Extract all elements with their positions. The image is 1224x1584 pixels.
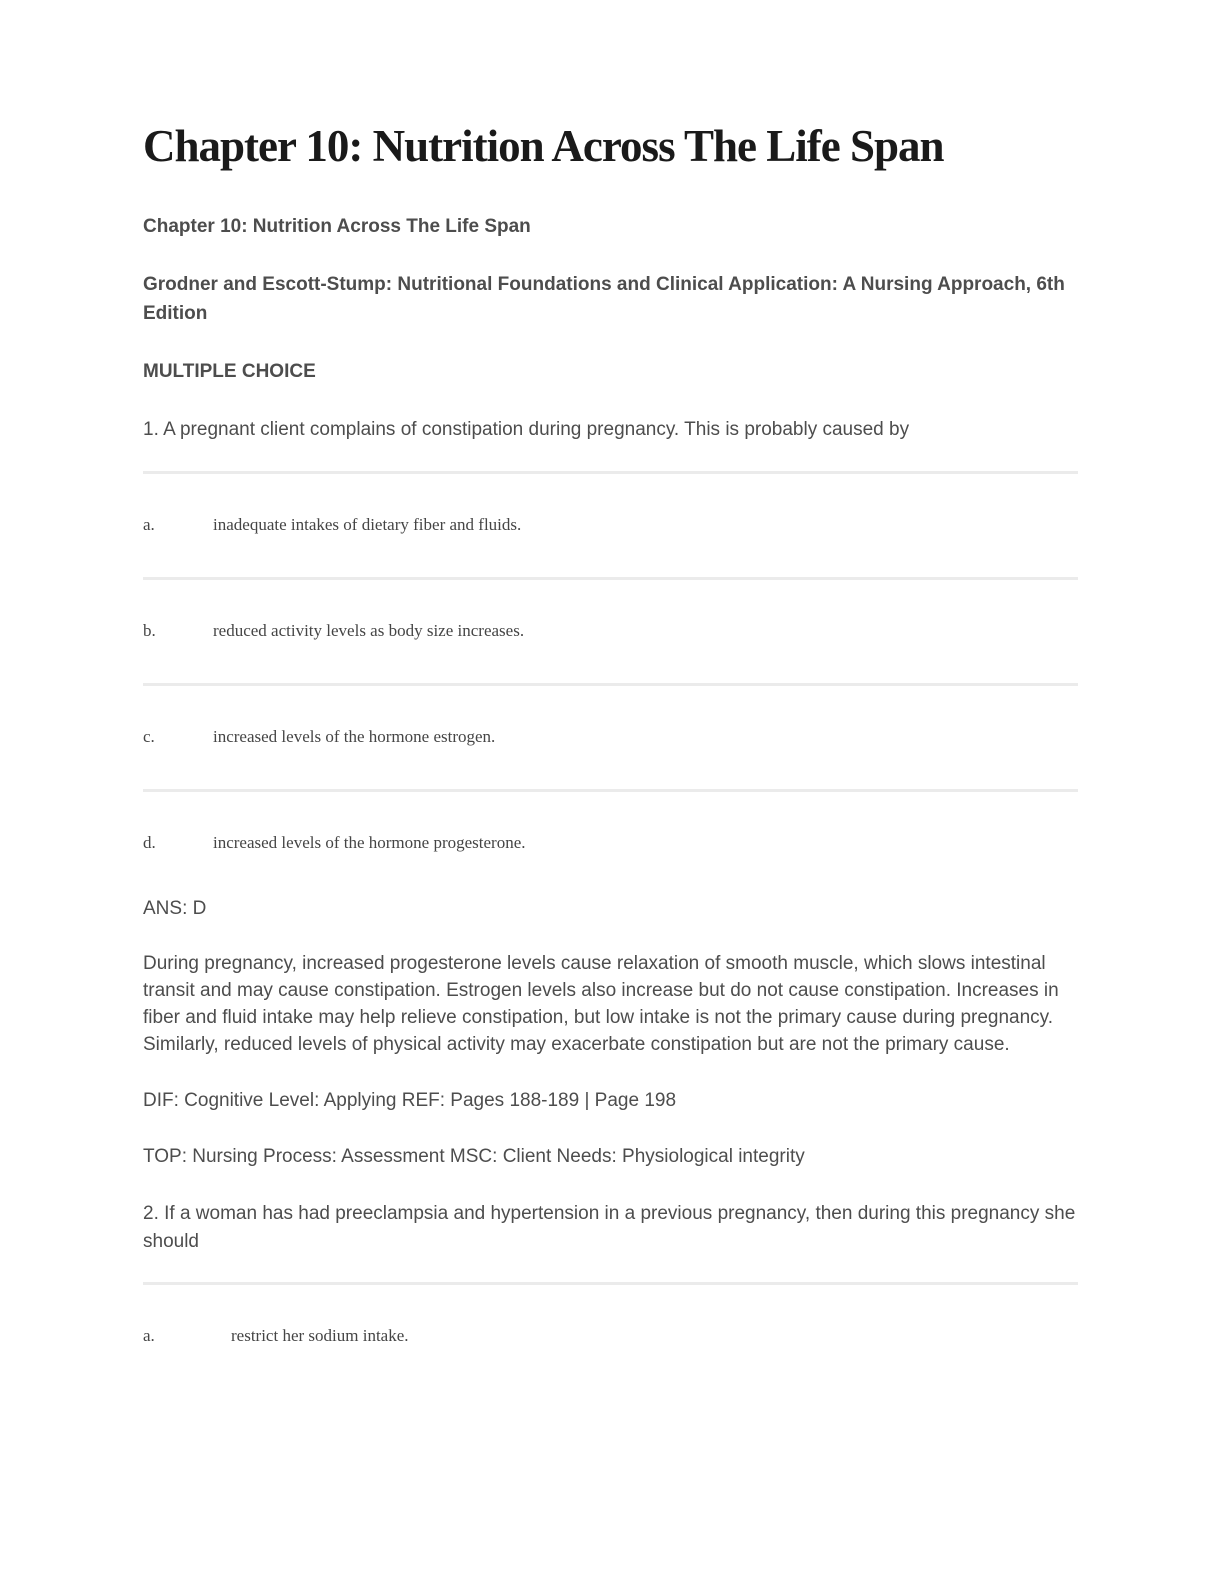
option-row [143, 686, 1078, 747]
option-letter: a. [143, 514, 155, 534]
top-line: TOP: Nursing Process: Assessment MSC: Client Needs: Physiological integrity [143, 1145, 805, 1167]
option-row [143, 580, 1078, 641]
question-text: 1. A pregnant client complains of constipation during pregnancy. This is probably caused by [143, 419, 910, 440]
dif-line: DIF: Cognitive Level: Applying REF: Pages 188-189 | Page 198 [143, 1090, 677, 1112]
option-letter: b. [143, 620, 156, 640]
answer-line: ANS: D [143, 897, 207, 919]
option-text: restrict her sodium intake. [231, 1326, 409, 1346]
document-title: Chapter 10: Nutrition Across The Life Span [143, 121, 944, 171]
option-row [143, 474, 1078, 535]
option-text: inadequate intakes of dietary fiber and fluids. [213, 514, 522, 534]
book-heading: Grodner and Escott-Stump: Nutritional Foundations and Clinical Application: A Nursing Approach, 6th Edition [143, 273, 1065, 325]
question-text: 2. If a woman has had preeclampsia and hypertension in a previous pregnancy, then during this pregnancy she should [143, 1203, 1076, 1252]
option-letter: a. [143, 1326, 155, 1346]
option-letter: c. [143, 727, 155, 747]
option-text: increased levels of the hormone progesterone. [213, 833, 526, 853]
section-heading: MULTIPLE CHOICE [143, 360, 316, 382]
option-text: increased levels of the hormone estrogen. [213, 727, 496, 747]
rationale-text: During pregnancy, increased progesterone levels cause relaxation of smooth muscle, which slows intestinal transit and may cause constipation. Estrogen levels also increase but do not cause constipation. Increases in fiber and fluid intake may help relieve constipation, but low intake is not the primary cause during pregnancy. Similarly, reduced levels of physical activity may exacerbate constipation but are not the primary cause. [143, 953, 1059, 1056]
option-row [143, 1285, 1078, 1346]
option-row [143, 792, 1078, 853]
option-text: reduced activity levels as body size increases. [213, 620, 525, 640]
option-letter: d. [143, 833, 156, 853]
chapter-heading: Chapter 10: Nutrition Across The Life Span [143, 216, 531, 238]
